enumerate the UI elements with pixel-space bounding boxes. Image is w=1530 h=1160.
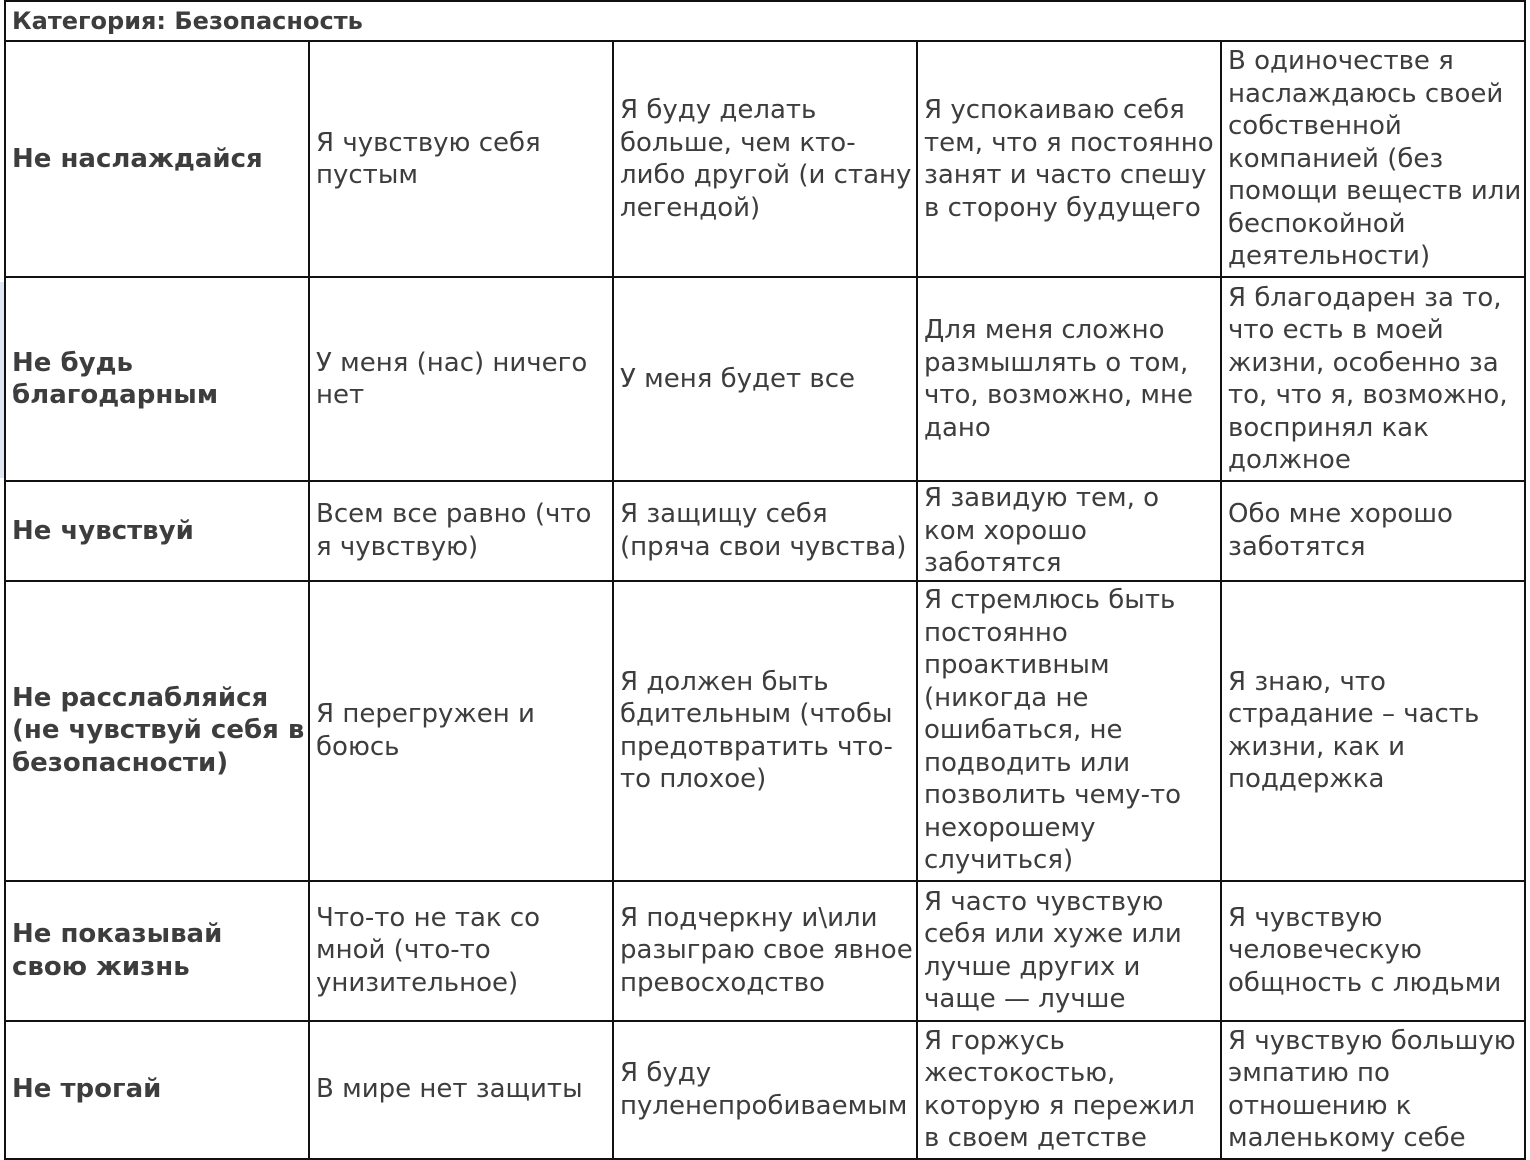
safety-category-table [4,0,1526,1160]
belief-cell[interactable]: Всем все равно (что я чувствую) [309,481,613,581]
decision-cell[interactable]: Я буду делать больше, чем кто-либо другой (и стану легендой) [613,41,917,277]
belief-cell[interactable]: У меня (нас) ничего нет [309,277,613,481]
antidote-cell[interactable]: Обо мне хорошо заботятся [1221,481,1525,581]
category-title[interactable]: Категория: Безопасность [5,1,1525,41]
belief-cell[interactable]: Что-то не так со мной (что-то унизительное) [309,881,613,1021]
injunction-cell[interactable]: Не будь благодарным [5,277,309,481]
decision-cell[interactable]: Я подчеркну и\или разыграю свое явное превосходство [613,881,917,1021]
table-row [5,41,1525,277]
decision-cell[interactable]: Я защищу себя (пряча свои чувства) [613,481,917,581]
injunction-cell[interactable]: Не трогай [5,1021,309,1159]
antidote-cell[interactable]: В одиночестве я наслаждаюсь своей собственной компанией (без помощи веществ или беспокойной деятельности) [1221,41,1525,277]
coping-cell[interactable]: Для меня сложно размышлять о том, что, возможно, мне дано [917,277,1221,481]
belief-cell[interactable]: Я чувствую себя пустым [309,41,613,277]
belief-cell[interactable]: Я перегружен и боюсь [309,581,613,881]
injunction-cell[interactable]: Не наслаждайся [5,41,309,277]
coping-cell[interactable]: Я успокаиваю себя тем, что я постоянно занят и часто спешу в сторону будущего [917,41,1221,277]
antidote-cell[interactable]: Я знаю, что страдание – часть жизни, как и поддержка [1221,581,1525,881]
coping-cell[interactable]: Я завидую тем, о ком хорошо заботятся [917,481,1221,581]
table-row [5,881,1525,1021]
coping-cell[interactable]: Я горжусь жестокостью, которую я пережил в своем детстве [917,1021,1221,1159]
antidote-cell[interactable]: Я чувствую большую эмпатию по отношению к маленькому себе [1221,1021,1525,1159]
decision-cell[interactable]: Я должен быть бдительным (чтобы предотвратить что-то плохое) [613,581,917,881]
table-row [5,277,1525,481]
table-row [5,581,1525,881]
antidote-cell[interactable]: Я чувствую человеческую общность с людьми [1221,881,1525,1021]
antidote-cell[interactable]: Я благодарен за то, что есть в моей жизни, особенно за то, что я, возможно, воспринял как должное [1221,277,1525,481]
coping-cell[interactable]: Я часто чувствую себя или хуже или лучше других и чаще — лучше [917,881,1221,1021]
belief-cell[interactable]: В мире нет защиты [309,1021,613,1159]
injunction-cell[interactable]: Не расслабляйся (не чувствуй себя в безопасности) [5,581,309,881]
coping-cell[interactable]: Я стремлюсь быть постоянно проактивным (никогда не ошибаться, не подводить или позволить чему-то нехорошему случиться) [917,581,1221,881]
table-row [5,481,1525,581]
table-row [5,1021,1525,1159]
decision-cell[interactable]: Я буду пуленепробиваемым [613,1021,917,1159]
injunction-cell[interactable]: Не показывай свою жизнь [5,881,309,1021]
category-header-row [5,1,1525,41]
decision-cell[interactable]: У меня будет все [613,277,917,481]
injunction-cell[interactable]: Не чувствуй [5,481,309,581]
